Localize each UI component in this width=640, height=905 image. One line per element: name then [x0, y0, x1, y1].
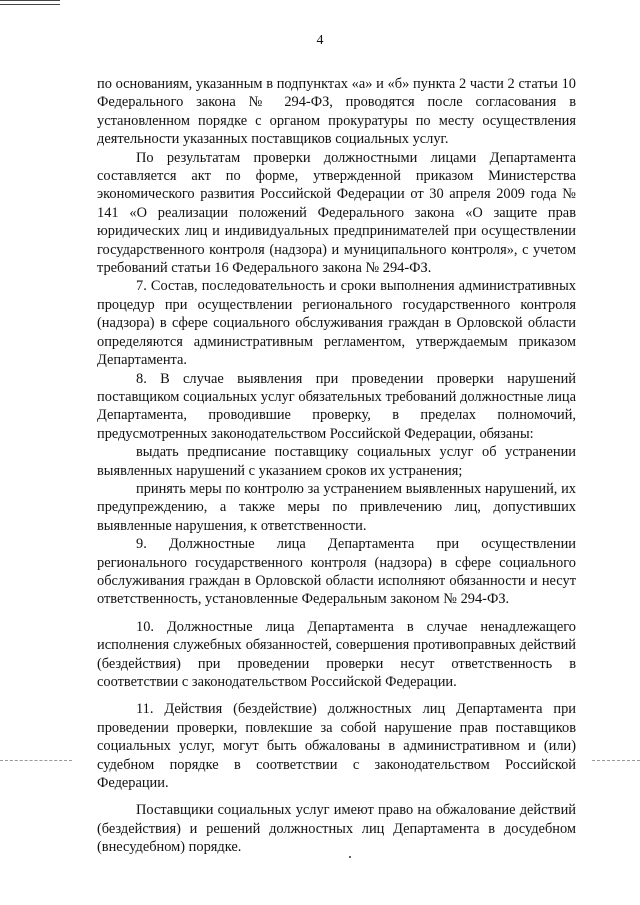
page-number: 4 [316, 33, 324, 48]
paragraph-continuation: по основаниям, указанным в подпунктах «а» и «б» пункта 2 части 2 статьи 10 Федерального закона № 294-ФЗ, проводятся после согласования в установленном порядке с органом прокуратуры по месту осуществления деятельности указанных поставщиков социальных услуг. [97, 76, 576, 148]
scan-fold-mark-left [0, 760, 72, 762]
scan-dot [349, 856, 351, 858]
paragraph-item-11: 11. Действия (бездействие) должностных лиц Департамента при проведении проверки, повлекшие за собой нарушение прав поставщиков социальных услуг, могут быть обжалованы в административном и (или) судебном порядке в соответствии с законодательством Российской Федерации. [97, 701, 576, 792]
scan-corner-mark [0, 0, 60, 5]
paragraph-item-8-order: выдать предписание поставщику социальных услуг об устранении выявленных нарушений с указанием сроков их устранения; [97, 444, 576, 479]
paragraph-item-8-measures: принять меры по контролю за устранением выявленных нарушений, их предупреждению, а также меры по привлечению лиц, допустивших выявленные нарушения, к ответственности. [97, 480, 576, 534]
paragraph-item-10: 10. Должностные лица Департамента в случае ненадлежащего исполнения служебных обязанностей, совершения противоправных действий (бездействия) при проведении проверки несут ответственность в соответствии с законодательством Российской Федерации. [97, 618, 576, 690]
scan-fold-mark-right [592, 760, 640, 762]
paragraph-item-8: 8. В случае выявления при проведении проверки нарушений поставщиком социальных услуг обязательных требований должностные лица Департамента, проводившие проверку, в пределах полномочий, предусмотренных законодательством Российской Федерации, обязаны: [97, 370, 576, 442]
document-body [97, 75, 576, 857]
paragraph-item-7: 7. Состав, последовательность и сроки выполнения административных процедур при осуществлении регионального государственного контроля (надзора) в сфере социального обслуживания граждан в Орловской области определяются административным регламентом, утверждаемым приказом Департамента. [97, 278, 576, 369]
paragraph-inspection-act: По результатам проверки должностными лицами Департамента составляется акт по форме, утвержденной приказом Министерства экономического развития Российской Федерации от 30 апреля 2009 года № 141 «О реализации положений Федерального закона «О защите прав юридических лиц и индивидуальных предпринимателей при осуществлении государственного контроля (надзора) и муниципального контроля», с учетом требований статьи 16 Федерального закона № 294-ФЗ. [97, 149, 576, 277]
paragraph-item-9: 9. Должностные лица Департамента при осуществлении регионального государственного контроля (надзора) в сфере социального обслуживания граждан в Орловской области исполняют обязанности и несут ответственность, установленные Федеральным законом № 294-ФЗ. [97, 536, 576, 608]
paragraph-appeal-right: Поставщики социальных услуг имеют право на обжалование действий (бездействия) и решений должностных лиц Департамента в досудебном (внесудебном) порядке. [97, 802, 576, 856]
